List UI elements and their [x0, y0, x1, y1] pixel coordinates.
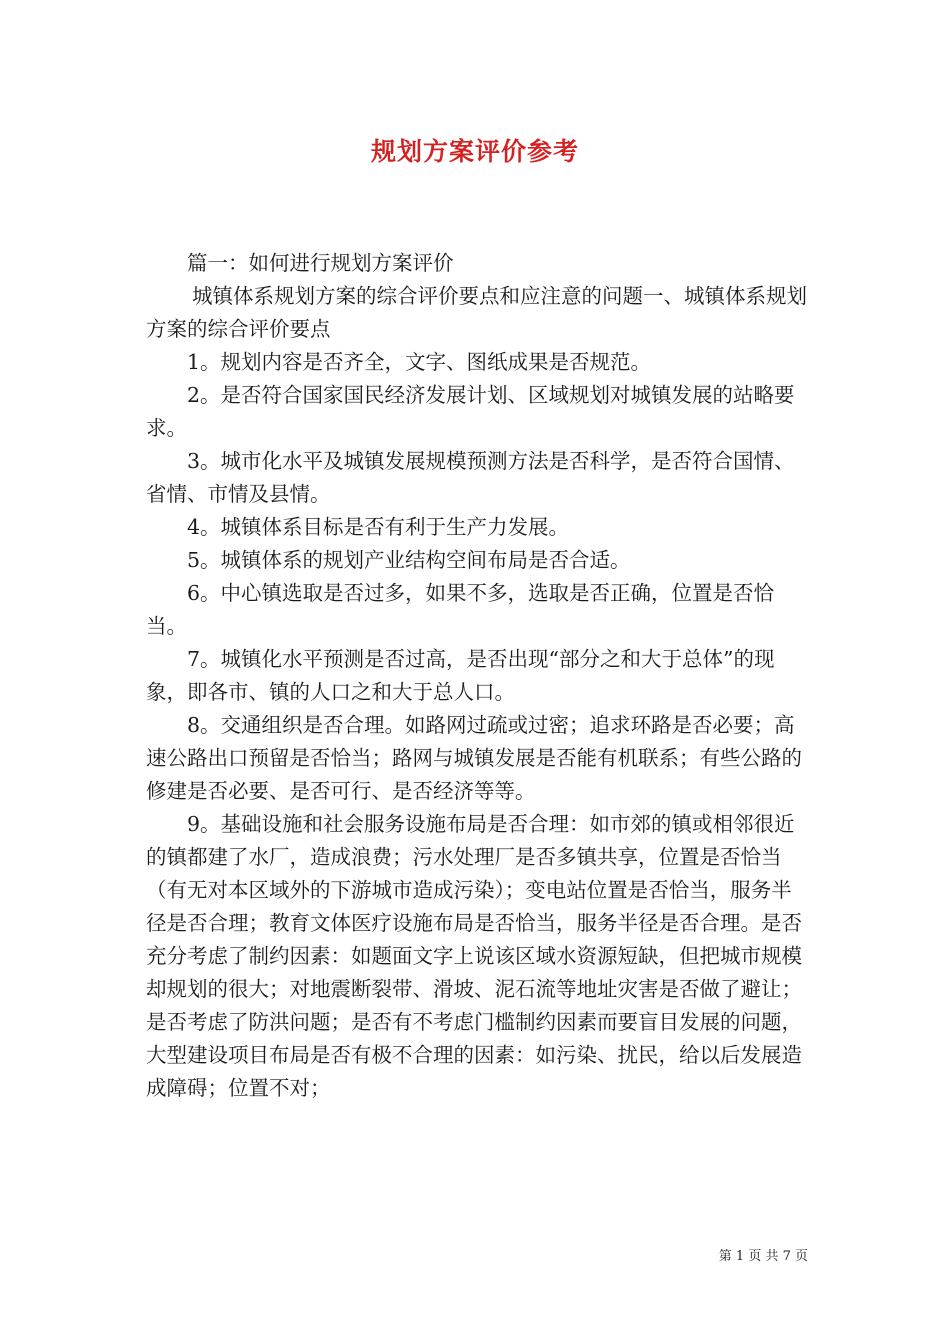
paragraph-item-7: 7。城镇化水平预测是否过高，是否出现“部分之和大于总体”的现象，即各市、镇的人口之和大于总人口。 [146, 647, 775, 704]
paragraph-intro: 城镇体系规划方案的综合评价要点和应注意的问题一、城镇体系规划方案的综合评价要点 [146, 284, 807, 341]
paragraph-item-2: 2。是否符合国家国民经济发展计划、区域规划对城镇发展的站略要求。 [146, 383, 795, 440]
page-number: 第 1 页 共 7 页 [718, 1249, 808, 1264]
paragraph-item-8: 8。交通组织是否合理。如路网过疏或过密；追求环路是否必要；高速公路出口预留是否恰当；路网与城镇发展是否能有机联系；有些公路的修建是否必要、是否可行、是否经济等等。 [146, 713, 802, 803]
paragraph-item-1: 1。规划内容是否齐全，文字、图纸成果是否规范。 [187, 350, 652, 374]
document-body [146, 247, 810, 1105]
paragraph-item-9: 9。基础设施和社会服务设施布局是否合理：如市郊的镇或相邻很近的镇都建了水厂，造成浪费；污水处理厂是否多镇共享，位置是否恰当（有无对本区域外的下游城市造成污染）；变电站位置是否恰当，服务半径是否合理；教育文体医疗设施布局是否恰当，服务半径是否合理。是否充分考虑了制约因素：如题面文字上说该区域水资源短缺，但把城市规模却规划的很大；对地震断裂带、滑坡、泥石流等地址灾害是否做了避让；是否考虑了防洪问题；是否有不考虑门槛制约因素而要盲目发展的问题，大型建设项目布局是否有极不合理的因素：如污染、扰民，给以后发展造成障碍；位置不对； [146, 812, 802, 1100]
page-title: 规划方案评价参考 [370, 137, 579, 166]
paragraph-item-5: 5。城镇体系的规划产业结构空间布局是否合适。 [187, 548, 631, 572]
section-heading: 篇一：如何进行规划方案评价 [187, 251, 454, 275]
paragraph-item-3: 3。城市化水平及城镇发展规模预测方法是否科学，是否符合国情、省情、市情及县情。 [146, 449, 795, 506]
paragraph-item-6: 6。中心镇选取是否过多，如果不多，选取是否正确，位置是否恰当。 [146, 581, 775, 638]
paragraph-item-4: 4。城镇体系目标是否有利于生产力发展。 [187, 515, 570, 539]
